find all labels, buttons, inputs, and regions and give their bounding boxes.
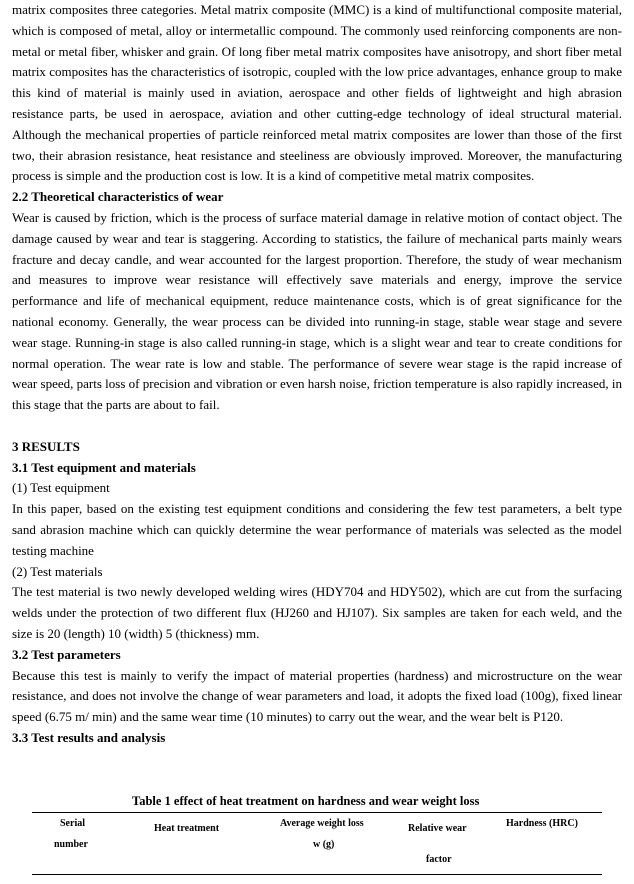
- header-number: number: [54, 839, 88, 850]
- header-average-weight-loss: Average weight loss: [280, 818, 364, 829]
- paper-page: [12, 0, 622, 749]
- header-serial: Serial: [60, 818, 85, 829]
- paragraph-equipment: In this paper, based on the existing test equipment conditions and considering the few test parameters, a belt type sand abrasion machine which can quickly determine the wear performance of materials was selected as the model testing machine: [12, 501, 622, 558]
- table-caption: Table 1 effect of heat treatment on hardness and wear weight loss: [132, 794, 480, 808]
- header-hardness: Hardness (HRC): [506, 818, 578, 829]
- paragraph-mmc: matrix composites three categories. Metal matrix composite (MMC) is a kind of multifunctional composite material, which is composed of metal, alloy or intermetallic compound. The commonly used reinforcing components are non-metal or metal fiber, whisker and grain. Of long fiber metal matrix composites have anisotropy, and short fiber metal matrix composites has the characteristics of isotropic, coupled with the low price advantages, enhance group to make this kind of material is mainly used in aviation, aerospace and other fields of lightweight and high abrasion resistance parts, be used in aerospace, aviation and other cutting-edge technology of ideal structural material. Although the mechanical properties of particle reinforced metal matrix composites are lower than those of the first two, their abrasion resistance, heat resistance and steeliness are obviously improved. Moreover, the manufacturing process is simple and the production cost is low. It is a kind of competitive metal matrix composites.: [12, 2, 622, 184]
- table-top-rule: [32, 812, 602, 813]
- header-factor: factor: [426, 854, 452, 865]
- item-test-equipment: (1) Test equipment: [12, 480, 110, 496]
- paragraph-params: Because this test is mainly to verify the impact of material properties (hardness) and microstructure on the wear resistance, and does not involve the change of wear parameters and load, it adopts the fixed load (100g), fixed linear speed (6.75 m/ min) and the same wear time (10 minutes) to carry out the wear, and the wear belt is P120.: [12, 667, 622, 725]
- header-relative-wear: Relative wear: [408, 823, 467, 834]
- header-heat-treatment: Heat treatment: [154, 823, 220, 834]
- section-gap: [12, 416, 622, 437]
- section-3-3-heading: 3.3 Test results and analysis: [12, 729, 166, 745]
- section-3-1-heading: 3.1 Test equipment and materials: [12, 459, 196, 475]
- paragraph-wear: Wear is caused by friction, which is the process of surface material damage in relative motion of contact object. The damage caused by wear and tear is staggering. According to statistics, the failure of mechanical parts mainly wears fracture and decay candle, and wear accounted for the largest proportion. Therefore, the study of wear mechanism and measures to improve wear resistance will effectively save materials and energy, improve the service performance and life of mechanical equipment, reduce maintenance costs, which is of great significance for the national economy. Generally, the wear process can be divided into running-in stage, stable wear stage and severe wear stage. Running-in stage is also called running-in stage, which is a slight wear and tear to create conditions for normal operation. The wear rate is low and stable. The performance of severe wear stage is the rapid increase of wear speed, parts loss of precision and vibration or even harsh noise, friction temperature is also rapidly increased, in this stage that the parts are about to fail.: [12, 209, 622, 413]
- item-test-materials: (2) Test materials: [12, 563, 103, 579]
- section-3-2-heading: 3.2 Test parameters: [12, 646, 121, 662]
- paragraph-materials: The test material is two newly developed welding wires (HDY704 and HDY502), which are cut from the surfacing welds under the protection of two different flux (HJ260 and HJ107). Six samples are taken for each weld, and the size is 20 (length) 10 (width) 5 (thickness) mm.: [12, 584, 622, 641]
- header-weight-unit: w (g): [313, 839, 335, 850]
- table-header-rule: [32, 874, 602, 875]
- section-2-2-heading: 2.2 Theoretical characteristics of wear: [12, 189, 224, 205]
- section-3-heading: 3 RESULTS: [12, 438, 80, 454]
